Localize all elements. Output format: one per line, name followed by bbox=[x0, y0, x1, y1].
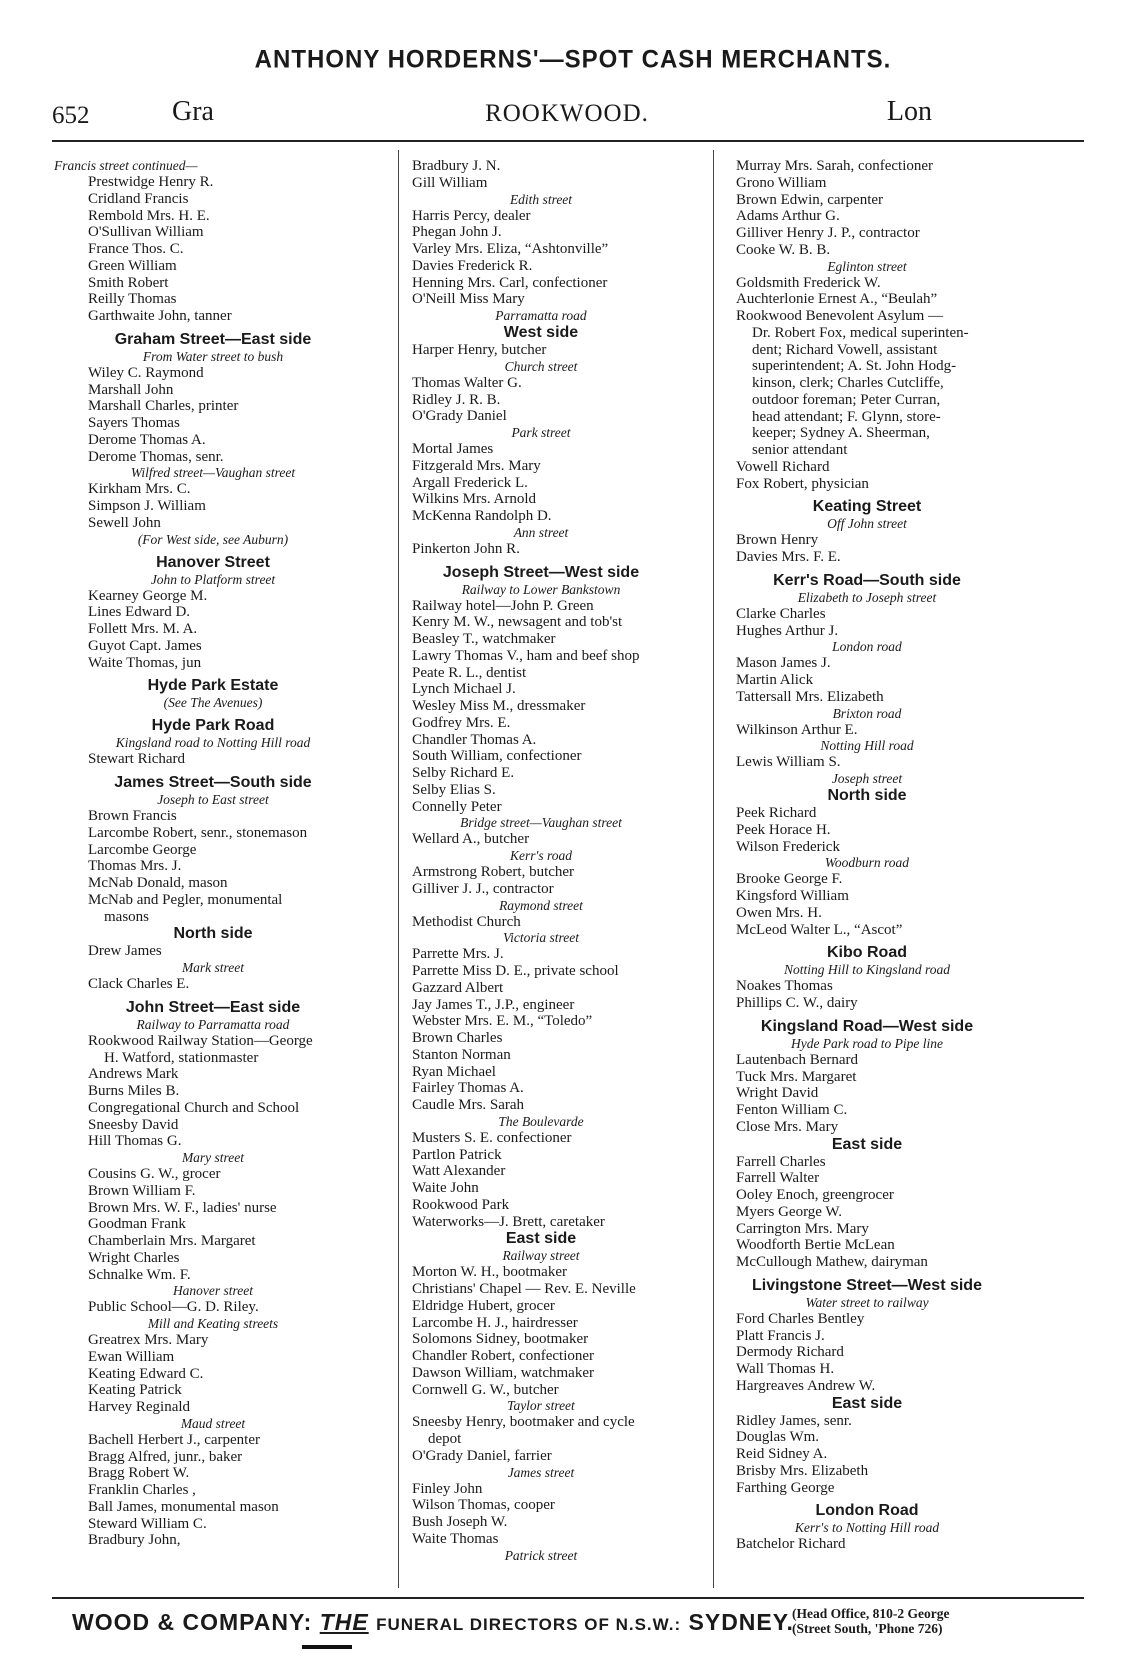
directory-entry: Beasley T., watchmaker bbox=[412, 631, 556, 647]
directory-entry: Jay James T., J.P., engineer bbox=[412, 996, 575, 1013]
advertising-banner: ANTHONY HORDERNS'—SPOT CASH MERCHANTS. bbox=[254, 45, 892, 74]
footer-city: SYDNEY. bbox=[688, 1609, 794, 1635]
directory-entry: Watt Alexander bbox=[412, 1163, 506, 1180]
directory-entry: Webster Mrs. E. M., “Toledo” bbox=[412, 1013, 593, 1030]
directory-entry: Kirkham Mrs. C. bbox=[88, 481, 191, 498]
street-subheading: Eglinton street bbox=[827, 258, 907, 274]
street-subheading: Parramatta road bbox=[495, 308, 587, 323]
entry-continuation: dent; Richard Vowell, assistant bbox=[752, 341, 938, 358]
directory-entry: Cornwell G. W., butcher bbox=[412, 1381, 559, 1398]
street-heading: Keating Street bbox=[812, 498, 922, 516]
directory-entry: Douglas Wm. bbox=[736, 1429, 820, 1446]
directory-entry: Greatrex Mrs. Mary bbox=[88, 1332, 209, 1348]
directory-entry: Batchelor Richard bbox=[736, 1536, 846, 1553]
directory-entry: Waterworks—J. Brett, caretaker bbox=[412, 1213, 605, 1230]
directory-entry: Woodforth Bertie McLean bbox=[736, 1237, 895, 1254]
directory-entry: Garthwaite John, tanner bbox=[88, 308, 232, 324]
directory-entry: Bush Joseph W. bbox=[412, 1514, 508, 1530]
directory-entry: Gilliver J. J., contractor bbox=[412, 880, 554, 897]
directory-entry: Clack Charles E. bbox=[88, 976, 190, 992]
directory-entry: Derome Thomas, senr. bbox=[88, 448, 224, 465]
directory-entry: Wright David bbox=[736, 1085, 819, 1102]
directory-entry: O'Neill Miss Mary bbox=[412, 291, 525, 308]
directory-entry: Derome Thomas A. bbox=[88, 431, 206, 448]
directory-entry: Cousins G. W., grocer bbox=[88, 1166, 221, 1182]
directory-entry: Harper Henry, butcher bbox=[412, 342, 547, 358]
guide-word-left: Gra bbox=[172, 96, 214, 127]
directory-entry: Marshall John bbox=[88, 381, 174, 398]
directory-entry: Selby Elias S. bbox=[412, 781, 496, 798]
directory-entry: Parrette Mrs. J. bbox=[412, 946, 504, 963]
entry-continuation: outdoor foreman; Peter Curran, bbox=[752, 391, 941, 408]
directory-entry: Lautenbach Bernard bbox=[736, 1051, 859, 1068]
directory-entry: Prestwidge Henry R. bbox=[88, 174, 214, 190]
street-subheading: From Water street to bush bbox=[142, 348, 284, 364]
directory-entry: Kenry M. W., newsagent and tob'st bbox=[412, 614, 623, 631]
directory-entry: Rookwood Benevolent Asylum — bbox=[736, 308, 944, 324]
entry-continuation: superintendent; A. St. John Hodg- bbox=[752, 358, 957, 375]
directory-entry: Larcombe H. J., hairdresser bbox=[412, 1314, 578, 1331]
street-subheading: Hanover street bbox=[172, 1283, 254, 1299]
directory-entry: Fox Robert, physician bbox=[736, 475, 869, 492]
directory-entry: Mortal James bbox=[412, 441, 494, 457]
directory-entry: Martin Alick bbox=[736, 672, 814, 688]
footer-the: THE bbox=[319, 1609, 369, 1635]
directory-entry: Reilly Thomas bbox=[88, 291, 177, 308]
directory-entry: Wright Charles bbox=[88, 1249, 180, 1266]
footer-rule bbox=[52, 1597, 1084, 1599]
directory-entry: Argall Frederick L. bbox=[412, 474, 528, 491]
directory-entry: Schnalke Wm. F. bbox=[88, 1266, 191, 1283]
directory-entry: Lawry Thomas V., ham and beef shop bbox=[412, 647, 640, 664]
directory-entry: Goldsmith Frederick W. bbox=[736, 274, 881, 291]
street-subheading: Mill and Keating streets bbox=[147, 1316, 279, 1331]
directory-entry: Reid Sidney A. bbox=[736, 1446, 828, 1462]
street-subheading: Patrick street bbox=[504, 1547, 578, 1563]
directory-entry: Thomas Mrs. J. bbox=[88, 858, 182, 875]
directory-entry: Caudle Mrs. Sarah bbox=[412, 1097, 525, 1113]
directory-entry: Congregational Church and School bbox=[88, 1099, 300, 1116]
directory-entry: Guyot Capt. James bbox=[88, 637, 202, 654]
directory-entry: South William, confectioner bbox=[412, 748, 582, 765]
directory-entry: McNab and Pegler, monumental bbox=[88, 891, 283, 908]
directory-entry: Finley John bbox=[412, 1480, 483, 1497]
street-subheading: Joseph to East street bbox=[157, 792, 269, 807]
directory-entry: Auchterlonie Ernest A., “Beulah” bbox=[736, 291, 938, 308]
directory-entry: Henning Mrs. Carl, confectioner bbox=[412, 274, 608, 291]
directory-entry: Phegan John J. bbox=[412, 224, 502, 241]
directory-entry: Hill Thomas G. bbox=[88, 1133, 182, 1150]
directory-entry: Bradbury J. N. bbox=[412, 158, 501, 174]
directory-entry: Varley Mrs. Eliza, “Ashtonville” bbox=[412, 241, 609, 257]
directory-entry: Larcombe George bbox=[88, 841, 197, 858]
street-subheading: Railway to Parramatta road bbox=[136, 1016, 290, 1032]
directory-entry: Murray Mrs. Sarah, confectioner bbox=[736, 158, 934, 174]
entry-continuation: Dr. Robert Fox, medical superinten- bbox=[752, 324, 969, 341]
street-heading: Kerr's Road—South side bbox=[773, 571, 961, 589]
directory-entry: Noakes Thomas bbox=[736, 978, 833, 995]
street-subheading: Ann street bbox=[513, 524, 569, 540]
footer-note-line: (Street South, 'Phone 726) bbox=[792, 1621, 943, 1636]
street-heading: Hanover Street bbox=[156, 553, 270, 571]
directory-entry: Chamberlain Mrs. Margaret bbox=[88, 1233, 256, 1249]
directory-entry: Musters S. E. confectioner bbox=[412, 1129, 572, 1146]
directory-entry: Owen Mrs. H. bbox=[736, 904, 822, 921]
directory-column-1 bbox=[54, 158, 372, 1549]
footer-underline-bar bbox=[302, 1645, 352, 1649]
directory-entry: Keating Edward C. bbox=[88, 1365, 204, 1382]
directory-entry: Fitzgerald Mrs. Mary bbox=[412, 457, 541, 474]
directory-entry: Partlon Patrick bbox=[412, 1146, 502, 1163]
street-subheading: Taylor street bbox=[507, 1398, 575, 1414]
directory-entry: Tuck Mrs. Margaret bbox=[736, 1068, 857, 1085]
directory-entry: Brown Henry bbox=[736, 532, 819, 549]
directory-entry: Myers George W. bbox=[736, 1203, 842, 1220]
entry-continuation: masons bbox=[104, 908, 149, 925]
directory-entry: Clarke Charles bbox=[736, 605, 826, 622]
directory-entry: Waite John bbox=[412, 1180, 479, 1196]
entry-continuation: kinson, clerk; Charles Cutcliffe, bbox=[752, 375, 944, 391]
directory-entry: Sneesby Henry, bootmaker and cycle bbox=[412, 1414, 635, 1431]
directory-entry: Ford Charles Bentley bbox=[736, 1310, 865, 1327]
directory-entry: Chandler Robert, confectioner bbox=[412, 1348, 595, 1364]
directory-entry: Brown Charles bbox=[412, 1030, 503, 1046]
street-subheading: Water street to railway bbox=[805, 1294, 929, 1310]
directory-entry: Wellard A., butcher bbox=[412, 831, 530, 848]
directory-column-3 bbox=[702, 158, 1032, 1553]
directory-entry: Wilson Thomas, cooper bbox=[412, 1497, 555, 1514]
directory-entry: Ridley J. R. B. bbox=[412, 391, 501, 408]
directory-entry: Davies Mrs. F. E. bbox=[736, 549, 841, 565]
street-subheading: Notting Hill to Kingsland road bbox=[783, 962, 951, 978]
directory-entry: Phillips C. W., dairy bbox=[736, 995, 858, 1011]
directory-entry: Ryan Michael bbox=[412, 1063, 496, 1080]
street-subheading: Park street bbox=[511, 425, 571, 440]
directory-entry: Thomas Walter G. bbox=[412, 374, 522, 391]
directory-entry: O'Grady Daniel bbox=[412, 408, 507, 425]
directory-entry: Farrell Walter bbox=[736, 1170, 820, 1187]
side-heading: West side bbox=[503, 324, 579, 341]
street-subheading: Mark street bbox=[181, 960, 245, 975]
entry-continuation: head attendant; F. Glynn, store- bbox=[752, 408, 941, 425]
directory-entry: Lynch Michael J. bbox=[412, 681, 516, 698]
street-subheading: Victoria street bbox=[502, 930, 580, 946]
street-heading: Kibo Road bbox=[827, 944, 907, 962]
street-subheading: (See The Avenues) bbox=[163, 695, 263, 711]
directory-entry: Vowell Richard bbox=[736, 458, 830, 475]
directory-entry: Brooke George F. bbox=[736, 871, 843, 888]
street-subheading: Church street bbox=[504, 358, 578, 374]
directory-entry: Kingsford William bbox=[736, 888, 849, 904]
directory-entry: Dawson William, watchmaker bbox=[412, 1364, 594, 1381]
directory-entry: McKenna Randolph D. bbox=[412, 508, 552, 524]
footer-company: WOOD & COMPANY: bbox=[72, 1609, 313, 1635]
directory-entry: McNab Donald, mason bbox=[88, 875, 228, 891]
directory-entry: Cooke W. B. B. bbox=[736, 241, 831, 258]
footer-address-note bbox=[792, 1606, 949, 1636]
directory-entry: Waite Thomas bbox=[412, 1530, 499, 1547]
side-heading: North side bbox=[173, 925, 253, 943]
directory-entry: Parrette Miss D. E., private school bbox=[412, 963, 619, 979]
street-subheading: Raymond street bbox=[499, 897, 583, 913]
street-subheading: Maud street bbox=[180, 1415, 246, 1431]
page-header bbox=[52, 96, 1082, 136]
directory-entry: Armstrong Robert, butcher bbox=[412, 864, 575, 880]
directory-entry: Simpson J. William bbox=[88, 498, 206, 514]
street-subheading: Kerr's road bbox=[509, 848, 573, 863]
directory-entry: Andrews Mark bbox=[88, 1066, 179, 1083]
directory-entry: Tattersall Mrs. Elizabeth bbox=[736, 688, 884, 705]
directory-entry: Platt Francis J. bbox=[736, 1327, 825, 1344]
street-subheading: John to Platform street bbox=[150, 571, 276, 587]
directory-entry: Peate R. L., dentist bbox=[412, 664, 527, 681]
directory-entry: Hargreaves Andrew W. bbox=[736, 1377, 876, 1394]
street-heading: Livingstone Street—West side bbox=[752, 1276, 982, 1294]
directory-entry: France Thos. C. bbox=[88, 241, 184, 257]
side-heading: North side bbox=[827, 787, 907, 804]
street-heading: Hyde Park Road bbox=[151, 717, 275, 735]
directory-entry: Keating Patrick bbox=[88, 1382, 182, 1399]
directory-entry: Grono William bbox=[736, 174, 827, 191]
directory-entry: Selby Richard E. bbox=[412, 765, 515, 781]
directory-entry: Fairley Thomas A. bbox=[412, 1080, 524, 1097]
directory-entry: Solomons Sidney, bootmaker bbox=[412, 1331, 589, 1348]
side-heading: East side bbox=[831, 1135, 903, 1153]
directory-entry: Railway hotel—John P. Green bbox=[412, 597, 594, 614]
directory-entry: Wilkinson Arthur E. bbox=[736, 721, 858, 738]
street-subheading: Railway to Lower Bankstown bbox=[461, 581, 621, 597]
entry-continuation: depot bbox=[428, 1431, 462, 1447]
directory-entry: Wilkins Mrs. Arnold bbox=[412, 491, 536, 508]
directory-entry: Connelly Peter bbox=[412, 798, 502, 815]
directory-entry: Kearney George M. bbox=[88, 587, 208, 604]
directory-entry: Morton W. H., bootmaker bbox=[412, 1264, 567, 1281]
directory-entry: Wall Thomas H. bbox=[736, 1361, 835, 1377]
directory-entry: Methodist Church bbox=[412, 913, 521, 930]
footer-note-line: (Head Office, 810-2 George bbox=[792, 1606, 950, 1621]
directory-entry: Godfrey Mrs. E. bbox=[412, 714, 511, 731]
street-subheading: Woodburn road bbox=[824, 855, 910, 871]
directory-entry: Adams Arthur G. bbox=[736, 208, 840, 225]
street-subheading: Wilfred street—Vaughan street bbox=[130, 465, 296, 481]
directory-entry: Sneesby David bbox=[88, 1116, 179, 1133]
directory-entry: Brown Francis bbox=[88, 808, 177, 824]
directory-entry: Wilson Frederick bbox=[736, 838, 840, 855]
street-heading: Hyde Park Estate bbox=[147, 677, 279, 695]
directory-entry: Wiley C. Raymond bbox=[88, 364, 204, 381]
page-title: ROOKWOOD. bbox=[485, 100, 649, 127]
street-subheading: The Boulevarde bbox=[498, 1113, 584, 1129]
directory-entry: Brown Mrs. W. F., ladies' nurse bbox=[88, 1199, 277, 1216]
street-subheading: Mary street bbox=[181, 1150, 245, 1165]
directory-entry: Brisby Mrs. Elizabeth bbox=[736, 1462, 869, 1479]
street-subheading: Kingsland road to Notting Hill road bbox=[115, 735, 311, 751]
street-subheading: Hyde Park road to Pipe line bbox=[790, 1035, 944, 1051]
street-subheading: Kerr's to Notting Hill road bbox=[794, 1520, 940, 1536]
directory-entry: Harris Percy, dealer bbox=[412, 207, 531, 224]
directory-entry: Public School—G. D. Riley. bbox=[88, 1299, 259, 1316]
directory-entry: Gilliver Henry J. P., contractor bbox=[736, 225, 920, 241]
street-subheading: Notting Hill road bbox=[820, 738, 914, 754]
street-heading: James Street—South side bbox=[114, 774, 312, 791]
directory-entry: Brown William F. bbox=[88, 1182, 196, 1199]
directory-entry: Christians' Chapel — Rev. E. Neville bbox=[412, 1281, 636, 1297]
directory-entry: Marshall Charles, printer bbox=[88, 398, 239, 415]
directory-entry: Rembold Mrs. H. E. bbox=[88, 207, 210, 224]
directory-entry: Follett Mrs. M. A. bbox=[88, 621, 198, 637]
footer-advertisement bbox=[72, 1603, 1092, 1653]
directory-entry: Farthing George bbox=[736, 1479, 835, 1496]
continued-note: Francis street continued— bbox=[54, 158, 198, 173]
street-subheading: Railway street bbox=[502, 1248, 580, 1264]
header-rule bbox=[52, 140, 1084, 142]
directory-entry: Peek Horace H. bbox=[736, 821, 831, 838]
entry-continuation: senior attendant bbox=[752, 442, 848, 458]
directory-entry: Bradbury John, bbox=[88, 1532, 181, 1549]
directory-entry: Rookwood Railway Station—George bbox=[88, 1032, 313, 1049]
directory-entry: Stanton Norman bbox=[412, 1046, 511, 1063]
footer-text bbox=[72, 1609, 794, 1636]
directory-entry: Franklin Charles , bbox=[88, 1482, 196, 1498]
footer-tagline: FUNERAL DIRECTORS OF N.S.W.: bbox=[376, 1615, 682, 1634]
directory-entry: Green William bbox=[88, 257, 177, 274]
street-subheading: James street bbox=[507, 1464, 575, 1480]
street-subheading: Off John street bbox=[827, 516, 907, 532]
street-heading: Joseph Street—West side bbox=[442, 563, 640, 581]
street-subheading: Bridge street—Vaughan street bbox=[460, 815, 622, 831]
directory-entry: McLeod Walter L., “Ascot” bbox=[736, 921, 903, 938]
street-subheading: (For West side, see Auburn) bbox=[137, 531, 289, 547]
directory-entry: Bachell Herbert J., carpenter bbox=[88, 1431, 260, 1448]
directory-entry: Harvey Reginald bbox=[88, 1399, 191, 1415]
directory-entry: Sayers Thomas bbox=[88, 415, 180, 431]
directory-entry: Waite Thomas, jun bbox=[88, 654, 202, 671]
directory-entry: Close Mrs. Mary bbox=[736, 1118, 839, 1135]
directory-entry: Cridland Francis bbox=[88, 190, 189, 207]
directory-entry: Hughes Arthur J. bbox=[736, 622, 839, 639]
directory-entry: Sewell John bbox=[88, 514, 161, 531]
directory-entry: McCullough Mathew, dairyman bbox=[736, 1254, 928, 1270]
directory-entry: Brown Edwin, carpenter bbox=[736, 191, 884, 208]
street-heading: Graham Street—East side bbox=[114, 330, 312, 348]
directory-entry: Wesley Miss M., dressmaker bbox=[412, 698, 586, 714]
directory-entry: Lewis William S. bbox=[736, 754, 841, 771]
entry-continuation: keeper; Sydney A. Sheerman, bbox=[752, 425, 930, 442]
directory-entry: Mason James J. bbox=[736, 655, 831, 672]
entry-continuation: H. Watford, stationmaster bbox=[104, 1049, 259, 1066]
directory-entry: Pinkerton John R. bbox=[412, 540, 520, 557]
directory-entry: Ridley James, senr. bbox=[736, 1412, 852, 1429]
directory-entry: Gill William bbox=[412, 174, 488, 191]
directory-entry: Fenton William C. bbox=[736, 1102, 848, 1118]
directory-entry: Gazzard Albert bbox=[412, 979, 504, 996]
directory-entry: Davies Frederick R. bbox=[412, 257, 533, 274]
side-heading: East side bbox=[831, 1394, 903, 1412]
street-heading: John Street—East side bbox=[125, 998, 301, 1016]
directory-entry: Carrington Mrs. Mary bbox=[736, 1220, 869, 1237]
directory-entry: Ewan William bbox=[88, 1348, 175, 1365]
street-subheading: Elizabeth to Joseph street bbox=[797, 589, 937, 605]
directory-entry: Stewart Richard bbox=[88, 751, 186, 768]
directory-entry: Bragg Alfred, junr., baker bbox=[88, 1448, 243, 1465]
directory-entry: Burns Miles B. bbox=[88, 1083, 180, 1099]
directory-entry: Bragg Robert W. bbox=[88, 1465, 190, 1482]
directory-entry: Goodman Frank bbox=[88, 1216, 186, 1233]
directory-entry: Steward William C. bbox=[88, 1515, 207, 1532]
street-subheading: Joseph street bbox=[831, 771, 903, 786]
side-heading: East side bbox=[505, 1230, 577, 1248]
street-heading: Kingsland Road—West side bbox=[760, 1017, 974, 1035]
directory-entry: Eldridge Hubert, grocer bbox=[412, 1297, 555, 1314]
directory-column-2 bbox=[378, 158, 704, 1564]
directory-entry: Ooley Enoch, greengrocer bbox=[736, 1187, 894, 1203]
directory-entry: Ball James, monumental mason bbox=[88, 1498, 279, 1515]
directory-entry: Rookwood Park bbox=[412, 1196, 510, 1213]
directory-entry: Drew James bbox=[88, 943, 162, 960]
directory-entry: Farrell Charles bbox=[736, 1153, 826, 1170]
street-heading: London Road bbox=[815, 1502, 919, 1520]
directory-entry: Dermody Richard bbox=[736, 1344, 844, 1361]
street-subheading: Edith street bbox=[509, 191, 573, 207]
directory-entry: Smith Robert bbox=[88, 274, 169, 291]
directory-entry: Chandler Thomas A. bbox=[412, 731, 537, 748]
street-subheading: Brixton road bbox=[832, 705, 902, 721]
directory-entry: Lines Edward D. bbox=[88, 604, 191, 621]
guide-word-right: Lon bbox=[886, 96, 932, 127]
directory-entry: O'Sullivan William bbox=[88, 224, 204, 241]
directory-entry: O'Grady Daniel, farrier bbox=[412, 1447, 552, 1464]
page-number: 652 bbox=[52, 102, 90, 129]
directory-entry: Peek Richard bbox=[736, 805, 817, 821]
street-subheading: London road bbox=[832, 639, 902, 655]
directory-entry: Larcombe Robert, senr., stonemason bbox=[88, 824, 308, 841]
